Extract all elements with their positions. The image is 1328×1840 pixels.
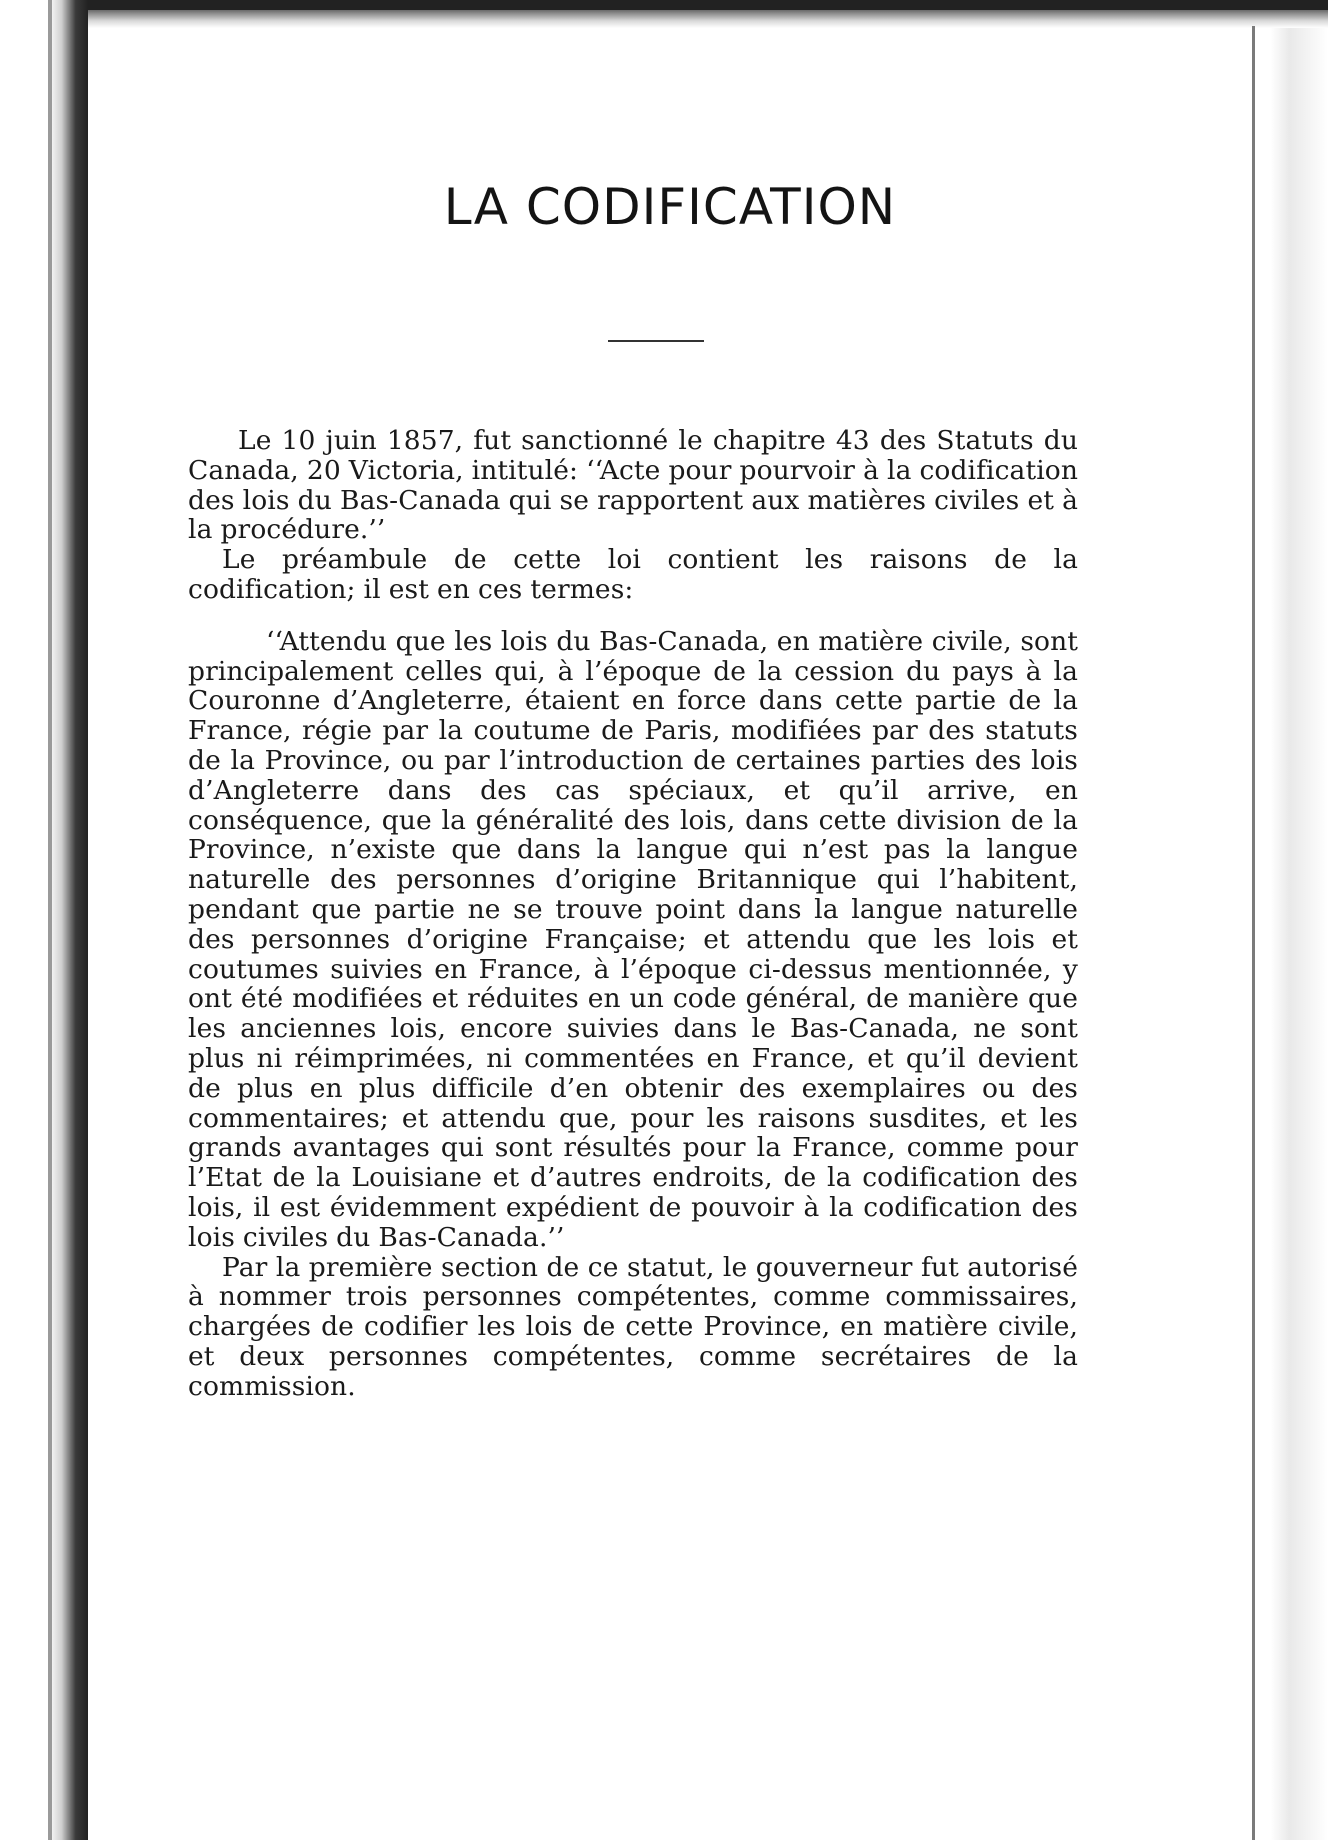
title-divider <box>608 340 704 342</box>
scan-left-line <box>48 0 52 1840</box>
scan-left-binding <box>0 0 88 1840</box>
paragraph-statute: Le 10 juin 1857, fut sanctionné le chapitre 43 des Statuts du Canada, 20 Victoria, intitulé: ‘‘Acte pour pourvoir à la codification des lois du Bas-Canada qui se rapportent aux matières civiles et à la procédure.’’ <box>188 425 1078 546</box>
scan-top-edge <box>0 0 1328 10</box>
paragraph-first-section: Par la première section de ce statut, le gouverneur fut autorisé à nommer trois personnes compétentes, comme commissaires, chargées de codifier les lois de cette Province, en matière civile, et deux personnes compétentes, comme secrétaires de la commission. <box>188 1251 1078 1402</box>
paragraph-preamble-intro: Le préambule de cette loi contient les raisons de la codification; il est en ces termes: <box>188 544 1078 605</box>
paragraph-preamble-quote: ‘‘Attendu que les lois du Bas-Canada, en matière civile, sont principalement celles qui, à l’époque de la cession du pays à la Couronne d’Angleterre, étaient en force dans cette partie de la France, régie par la coutume de Paris, modifiées par des statuts de la Province, ou par l’introduction de certaines parties des lois d’Angleterre dans des cas spéciaux, et qu’il arrive, en conséquence, que la généralité des lois, dans cette division de la Province, n’existe que dans la langue qui n’est pas la langue naturelle des personnes d’origine Britannique qui l’habitent, pendant que partie ne se trouve point dans la langue naturelle des personnes d’origine Française; et attendu que les lois et coutumes suivies en France, à l’époque ci-dessus mentionnée, y ont été modifiées et réduites en un code général, de manière que les anciennes lois, encore suivies dans le Bas-Canada, ne sont plus ni réimprimées, ni commentées en France, et qu’il devient de plus en plus difficile d’en obtenir des exemplaires ou des commentaires; et attendu que, pour les raisons susdites, et les grands avantages qui sont résultés pour la France, comme pour l’Etat de la Louisiane et d’autres endroits, de la codification des lois, il est évidemment expédient de pouvoir à la codification des lois civiles du Bas-Canada.’’ <box>188 625 1078 1253</box>
scan-right-line <box>1252 26 1255 1840</box>
scan-top-shadow <box>0 10 1328 28</box>
body-text <box>188 426 1078 1402</box>
document-page <box>88 28 1252 1840</box>
page-title: LA CODIFICATION <box>443 178 897 236</box>
